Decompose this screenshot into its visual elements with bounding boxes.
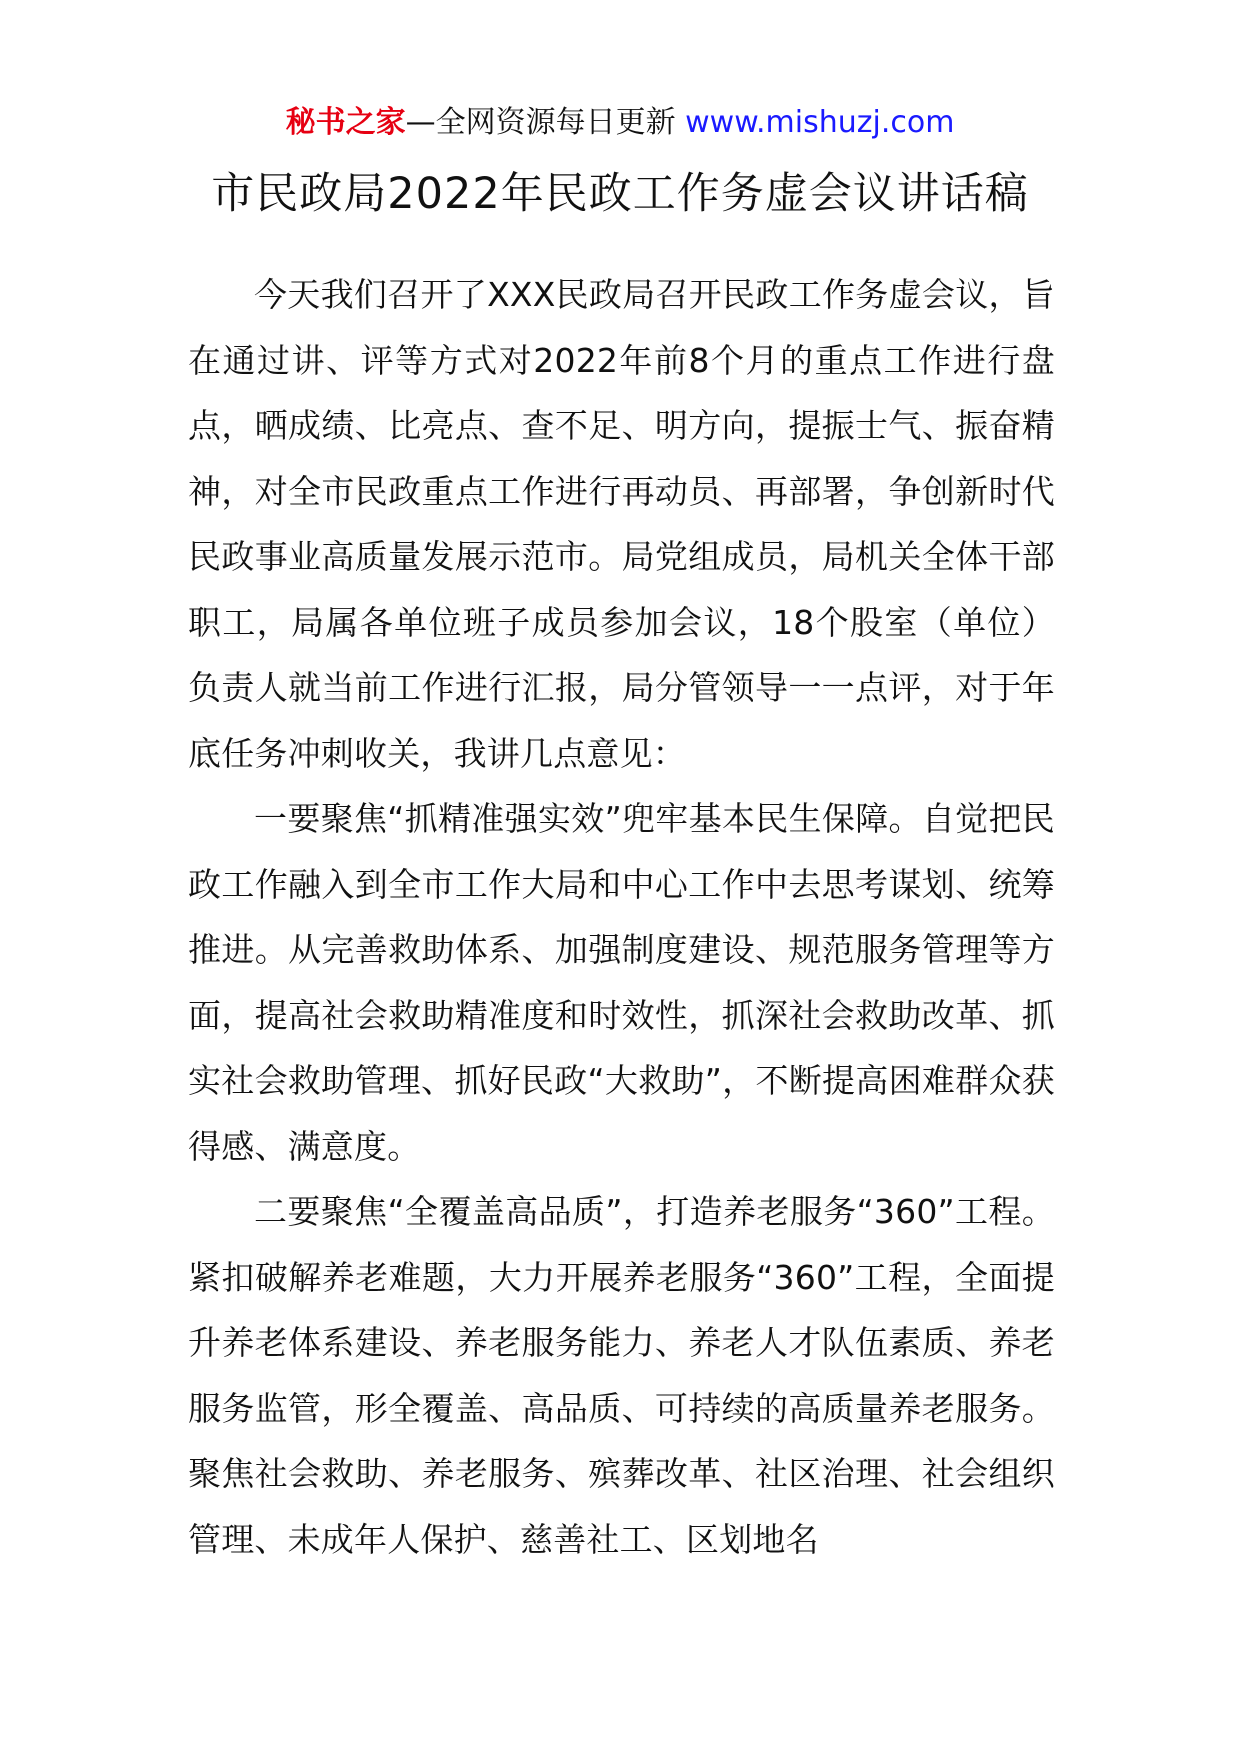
point-one-paragraph: 一要聚焦“抓精准强实效”兜牢基本民生保障。自觉把民政工作融入到全市工作大局和中心工作中去思考谋划、统筹推进。从完善救助体系、加强制度建设、规范服务管理等方面，提高社会救助精准度和时效性，抓深社会救助改革、抓实社会救助管理、抓好民政“大救助”，不断提高困难群众获得感、满意度。 (188, 799, 1055, 1166)
document-title: 市民政局2022年民政工作务虚会议讲话稿 (211, 169, 1029, 219)
brand-name: 秘书之家 (285, 105, 406, 140)
site-url-link[interactable]: www.mishuzj.com (685, 105, 955, 140)
header-tagline: —全网资源每日更新 (405, 105, 676, 140)
point-two-paragraph: 二要聚焦“全覆盖高品质”，打造养老服务“360”工程。紧扣破解养老难题，大力开展养老服务“360”工程，全面提升养老体系建设、养老服务能力、养老人才队伍素质、养老服务监管，形全覆盖、高品质、可持续的高质量养老服务。聚焦社会救助、养老服务、殡葬改革、社区治理、社会组织管理、未成年人保护、慈善社工、区划地名 (188, 1192, 1055, 1559)
site-header (0, 100, 1240, 146)
document-body (188, 262, 1055, 1572)
intro-paragraph: 今天我们召开了XXX民政局召开民政工作务虚会议，旨在通过讲、评等方式对2022年前8个月的重点工作进行盘点，晒成绩、比亮点、查不足、明方向，提振士气、振奋精神，对全市民政重点工作进行再动员、再部署，争创新时代民政事业高质量发展示范市。局党组成员，局机关全体干部职工，局属各单位班子成员参加会议，18个股室（单位）负责人就当前工作进行汇报，局分管领导一一点评，对于年底任务冲刺收关，我讲几点意见： (188, 275, 1055, 773)
